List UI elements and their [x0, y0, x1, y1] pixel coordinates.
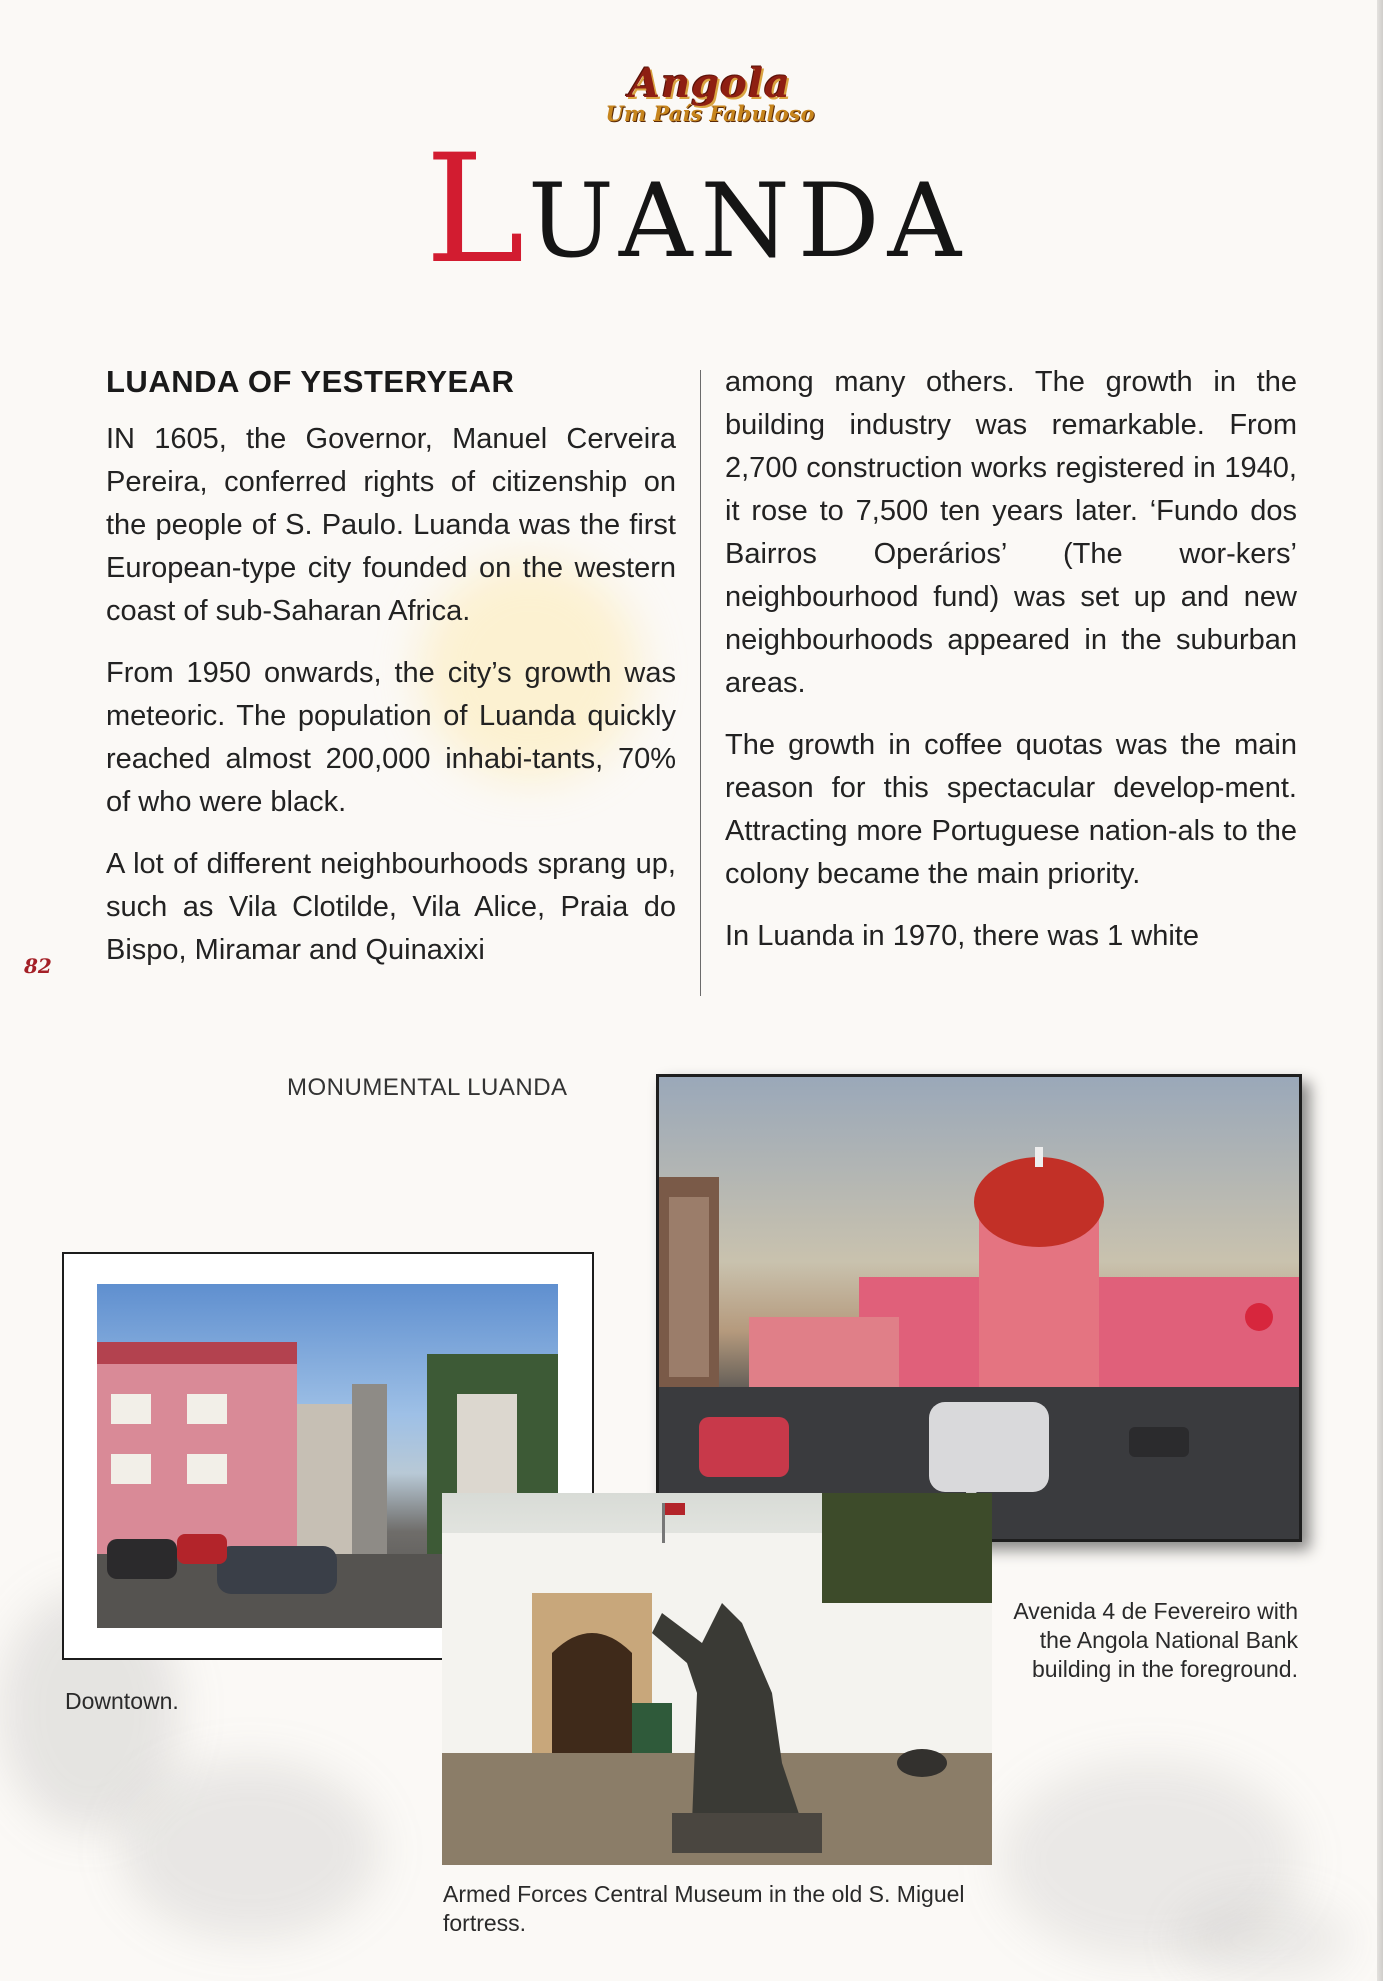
article-heading: LUANDA OF YESTERYEAR	[106, 364, 515, 399]
article-paragraph: In Luanda in 1970, there was 1 white	[725, 920, 1199, 952]
avenida-photo	[656, 1074, 1302, 1542]
gallery-section-caption: MONUMENTAL LUANDA	[287, 1074, 568, 1101]
article-right-column	[725, 361, 1297, 977]
downtown-caption: Downtown.	[65, 1688, 179, 1714]
title-initial: L	[425, 123, 525, 297]
background-shadow-spot	[1180, 1900, 1350, 1980]
avenida-caption: Avenida 4 de Fevereiro with the Angola National Bank building in the foreground.	[1013, 1598, 1298, 1682]
museum-photo	[442, 1493, 992, 1865]
article-left-column	[106, 360, 676, 991]
article-paragraph: IN 1605, the Governor, Manuel Cerveira Pereira, conferred rights of citizenship on the people of S. Paulo. Luanda was the first European-type city founded on the western coast of sub-Saharan Africa.	[106, 423, 676, 627]
title-rest: UANDA	[528, 162, 970, 281]
logo-subtitle: Um País Fabuloso	[605, 101, 815, 126]
background-shadow-spot	[120, 1760, 380, 1940]
angola-logo	[560, 62, 860, 126]
logo-title: Angola	[629, 60, 791, 107]
avenida-scene	[659, 1077, 1299, 1539]
article-paragraph: The growth in coffee quotas was the main reason for this spectacular develop-ment. Attracting more Portuguese nation-als to the colony became the main priority.	[725, 729, 1297, 890]
article-paragraph: among many others. The growth in the building industry was remarkable. From 2,700 construction works registered in 1940, it rose to 7,500 ten years later. ‘Fundo dos Bairros Operários’ (The wor-kers’ neighbourhood fund) was set up and new neighbourhoods appeared in the suburban areas.	[725, 366, 1297, 699]
museum-scene	[442, 1493, 992, 1865]
article-paragraph: A lot of different neighbourhoods sprang up, such as Vila Clotilde, Vila Alice, Praia do Bispo, Miramar and Quinaxixi	[106, 848, 676, 966]
article-paragraph: From 1950 onwards, the city’s growth was meteoric. The population of Luanda quickly reached almost 200,000 inhabi-tants, 70% of who were black.	[106, 657, 676, 818]
page-edge	[1377, 0, 1383, 1981]
page-number: 82	[24, 954, 52, 978]
column-divider	[700, 370, 701, 996]
museum-caption: Armed Forces Central Museum in the old S. Miguel fortress.	[443, 1881, 965, 1936]
